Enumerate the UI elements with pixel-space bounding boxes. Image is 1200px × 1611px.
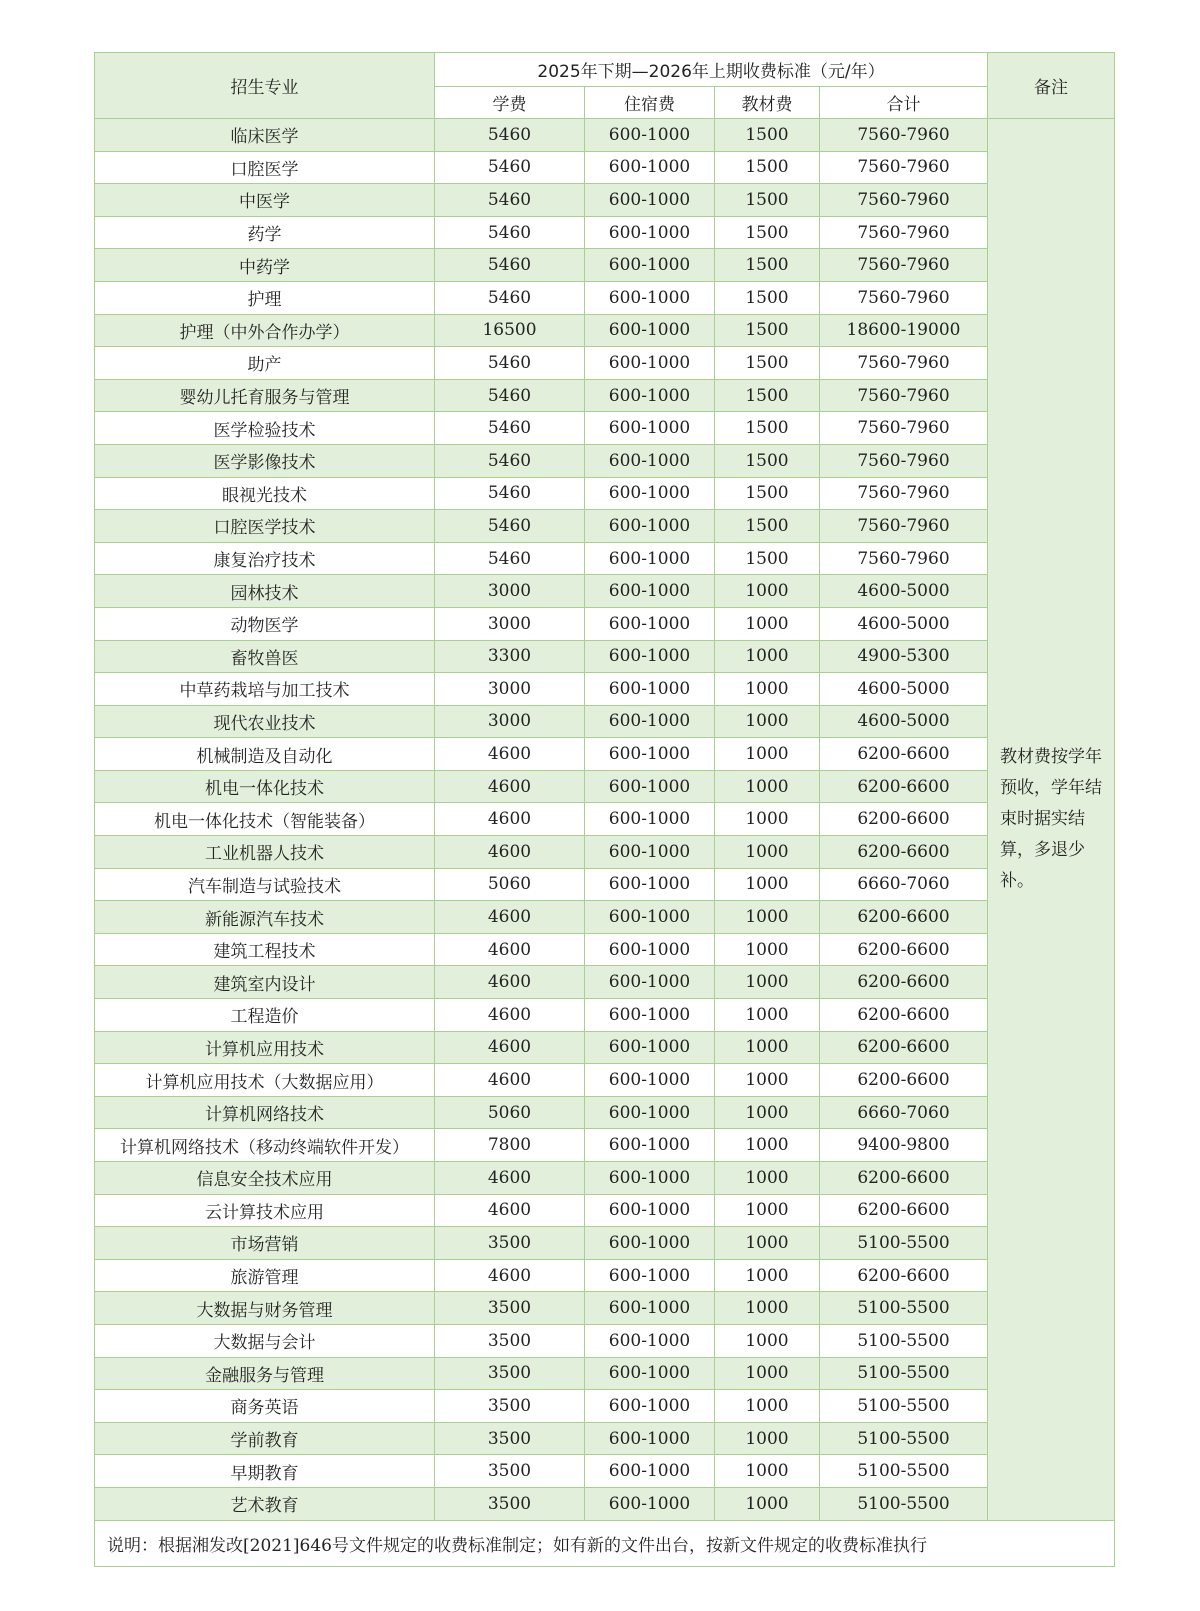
table-row — [95, 868, 1115, 901]
books-cell: 1000 — [715, 738, 820, 771]
tuition-cell: 4600 — [435, 1259, 585, 1292]
books-cell: 1000 — [715, 1357, 820, 1390]
major-cell: 市场营销 — [95, 1227, 435, 1260]
tuition-cell: 5460 — [435, 281, 585, 314]
major-cell: 医学检验技术 — [95, 412, 435, 445]
lodging-cell: 600-1000 — [585, 575, 715, 608]
total-cell: 18600-19000 — [820, 314, 988, 347]
period-title: 2025年下期—2026年上期收费标准（元/年） — [435, 53, 988, 87]
total-cell: 6200-6600 — [820, 901, 988, 934]
tuition-cell: 5460 — [435, 184, 585, 217]
lodging-cell: 600-1000 — [585, 868, 715, 901]
lodging-cell: 600-1000 — [585, 1031, 715, 1064]
lodging-cell: 600-1000 — [585, 444, 715, 477]
lodging-cell: 600-1000 — [585, 1162, 715, 1195]
tuition-cell: 5460 — [435, 151, 585, 184]
tuition-cell: 3500 — [435, 1487, 585, 1520]
table-row — [95, 151, 1115, 184]
lodging-cell: 600-1000 — [585, 1292, 715, 1325]
tuition-cell: 5060 — [435, 868, 585, 901]
major-cell: 工程造价 — [95, 999, 435, 1032]
lodging-cell: 600-1000 — [585, 216, 715, 249]
books-cell: 1000 — [715, 868, 820, 901]
table-row — [95, 119, 1115, 152]
books-cell: 1500 — [715, 412, 820, 445]
lodging-cell: 600-1000 — [585, 1194, 715, 1227]
major-cell: 计算机应用技术（大数据应用） — [95, 1064, 435, 1097]
major-cell: 建筑室内设计 — [95, 966, 435, 999]
total-cell: 6200-6600 — [820, 966, 988, 999]
books-cell: 1500 — [715, 216, 820, 249]
table-row — [95, 1357, 1115, 1390]
total-cell: 7560-7960 — [820, 510, 988, 543]
books-cell: 1500 — [715, 184, 820, 217]
lodging-cell: 600-1000 — [585, 151, 715, 184]
major-column-header: 招生专业 — [95, 53, 435, 119]
table-row — [95, 510, 1115, 543]
lodging-cell: 600-1000 — [585, 901, 715, 934]
tuition-cell: 4600 — [435, 901, 585, 934]
total-cell: 5100-5500 — [820, 1227, 988, 1260]
lodging-cell: 600-1000 — [585, 1096, 715, 1129]
total-cell: 5100-5500 — [820, 1292, 988, 1325]
major-cell: 助产 — [95, 347, 435, 380]
tuition-cell: 5060 — [435, 1096, 585, 1129]
lodging-cell: 600-1000 — [585, 1064, 715, 1097]
tuition-cell: 5460 — [435, 379, 585, 412]
total-cell: 6200-6600 — [820, 836, 988, 869]
total-cell: 4600-5000 — [820, 575, 988, 608]
table-row — [95, 444, 1115, 477]
total-cell: 6200-6600 — [820, 933, 988, 966]
lodging-cell: 600-1000 — [585, 412, 715, 445]
lodging-cell: 600-1000 — [585, 281, 715, 314]
books-cell: 1500 — [715, 510, 820, 543]
tuition-cell: 3500 — [435, 1292, 585, 1325]
table-row — [95, 1422, 1115, 1455]
table-row — [95, 1259, 1115, 1292]
table-row — [95, 836, 1115, 869]
books-cell: 1500 — [715, 347, 820, 380]
lodging-cell: 600-1000 — [585, 1324, 715, 1357]
table-row — [95, 1324, 1115, 1357]
table-row — [95, 1292, 1115, 1325]
books-cell: 1500 — [715, 477, 820, 510]
total-cell: 7560-7960 — [820, 412, 988, 445]
tuition-cell: 5460 — [435, 542, 585, 575]
table-row — [95, 249, 1115, 282]
tuition-cell: 3500 — [435, 1455, 585, 1488]
major-cell: 汽车制造与试验技术 — [95, 868, 435, 901]
tuition-cell: 5460 — [435, 347, 585, 380]
books-cell: 1000 — [715, 1064, 820, 1097]
total-cell: 7560-7960 — [820, 249, 988, 282]
books-cell: 1000 — [715, 966, 820, 999]
table-row — [95, 347, 1115, 380]
lodging-cell: 600-1000 — [585, 1227, 715, 1260]
total-cell: 6200-6600 — [820, 738, 988, 771]
major-cell: 学前教育 — [95, 1422, 435, 1455]
books-cell: 1000 — [715, 933, 820, 966]
lodging-cell: 600-1000 — [585, 705, 715, 738]
table-row — [95, 999, 1115, 1032]
fee-standard-table — [94, 52, 1115, 1567]
total-cell: 4600-5000 — [820, 673, 988, 706]
books-cell: 1000 — [715, 1390, 820, 1423]
books-cell: 1000 — [715, 999, 820, 1032]
table-row — [95, 933, 1115, 966]
major-cell: 金融服务与管理 — [95, 1357, 435, 1390]
total-cell: 6660-7060 — [820, 868, 988, 901]
major-cell: 机械制造及自动化 — [95, 738, 435, 771]
table-row — [95, 1487, 1115, 1520]
remark-column-header: 备注 — [988, 53, 1115, 119]
tuition-cell: 4600 — [435, 803, 585, 836]
books-cell: 1500 — [715, 119, 820, 152]
total-cell: 5100-5500 — [820, 1390, 988, 1423]
major-cell: 机电一体化技术（智能装备） — [95, 803, 435, 836]
table-row — [95, 673, 1115, 706]
total-cell: 6200-6600 — [820, 1194, 988, 1227]
lodging-cell: 600-1000 — [585, 1422, 715, 1455]
table-row — [95, 1031, 1115, 1064]
major-cell: 机电一体化技术 — [95, 770, 435, 803]
table-row — [95, 640, 1115, 673]
books-cell: 1000 — [715, 1487, 820, 1520]
table-row — [95, 477, 1115, 510]
books-cell: 1000 — [715, 1031, 820, 1064]
major-cell: 旅游管理 — [95, 1259, 435, 1292]
books-cell: 1000 — [715, 1162, 820, 1195]
books-cell: 1000 — [715, 836, 820, 869]
total-cell: 7560-7960 — [820, 444, 988, 477]
lodging-cell: 600-1000 — [585, 510, 715, 543]
major-cell: 中医学 — [95, 184, 435, 217]
lodging-cell: 600-1000 — [585, 607, 715, 640]
books-cell: 1000 — [715, 1422, 820, 1455]
major-cell: 工业机器人技术 — [95, 836, 435, 869]
table-row — [95, 966, 1115, 999]
lodging-cell: 600-1000 — [585, 1259, 715, 1292]
books-cell: 1000 — [715, 1259, 820, 1292]
books-cell: 1500 — [715, 151, 820, 184]
fee-table-body — [95, 119, 1115, 1521]
major-cell: 康复治疗技术 — [95, 542, 435, 575]
total-cell: 7560-7960 — [820, 281, 988, 314]
major-cell: 临床医学 — [95, 119, 435, 152]
major-cell: 护理 — [95, 281, 435, 314]
lodging-cell: 600-1000 — [585, 379, 715, 412]
tuition-cell: 4600 — [435, 933, 585, 966]
total-cell: 7560-7960 — [820, 151, 988, 184]
tuition-cell: 4600 — [435, 1031, 585, 1064]
total-cell: 4600-5000 — [820, 607, 988, 640]
lodging-cell: 600-1000 — [585, 314, 715, 347]
major-cell: 商务英语 — [95, 1390, 435, 1423]
table-row — [95, 216, 1115, 249]
table-row — [95, 738, 1115, 771]
table-row — [95, 1162, 1115, 1195]
lodging-cell: 600-1000 — [585, 966, 715, 999]
lodging-cell: 600-1000 — [585, 738, 715, 771]
total-cell: 6200-6600 — [820, 1031, 988, 1064]
total-cell: 5100-5500 — [820, 1455, 988, 1488]
books-cell: 1500 — [715, 249, 820, 282]
total-cell: 7560-7960 — [820, 542, 988, 575]
books-cell: 1000 — [715, 1096, 820, 1129]
books-cell: 1000 — [715, 901, 820, 934]
major-cell: 护理（中外合作办学） — [95, 314, 435, 347]
books-cell: 1500 — [715, 379, 820, 412]
major-cell: 现代农业技术 — [95, 705, 435, 738]
tuition-cell: 4600 — [435, 738, 585, 771]
lodging-cell: 600-1000 — [585, 999, 715, 1032]
major-cell: 眼视光技术 — [95, 477, 435, 510]
books-cell: 1500 — [715, 444, 820, 477]
major-cell: 畜牧兽医 — [95, 640, 435, 673]
lodging-cell: 600-1000 — [585, 1390, 715, 1423]
tuition-cell: 5460 — [435, 249, 585, 282]
table-row — [95, 607, 1115, 640]
books-cell: 1000 — [715, 1292, 820, 1325]
tuition-cell: 16500 — [435, 314, 585, 347]
tuition-cell: 3000 — [435, 705, 585, 738]
books-cell: 1000 — [715, 705, 820, 738]
major-cell: 新能源汽车技术 — [95, 901, 435, 934]
total-cell: 6200-6600 — [820, 1259, 988, 1292]
total-cell: 5100-5500 — [820, 1422, 988, 1455]
table-row — [95, 412, 1115, 445]
books-cell: 1500 — [715, 281, 820, 314]
table-row — [95, 803, 1115, 836]
major-cell: 大数据与财务管理 — [95, 1292, 435, 1325]
books-cell: 1000 — [715, 1129, 820, 1162]
tuition-cell: 5460 — [435, 510, 585, 543]
major-cell: 口腔医学技术 — [95, 510, 435, 543]
books-cell: 1000 — [715, 770, 820, 803]
table-row — [95, 901, 1115, 934]
major-cell: 建筑工程技术 — [95, 933, 435, 966]
tuition-cell: 4600 — [435, 1162, 585, 1195]
major-cell: 园林技术 — [95, 575, 435, 608]
books-cell: 1000 — [715, 640, 820, 673]
lodging-cell: 600-1000 — [585, 803, 715, 836]
table-row — [95, 705, 1115, 738]
total-cell: 7560-7960 — [820, 477, 988, 510]
table-row — [95, 184, 1115, 217]
tuition-cell: 4600 — [435, 1194, 585, 1227]
total-cell: 6200-6600 — [820, 999, 988, 1032]
tuition-cell: 3000 — [435, 673, 585, 706]
books-cell: 1000 — [715, 575, 820, 608]
table-row — [95, 575, 1115, 608]
tuition-cell: 3500 — [435, 1227, 585, 1260]
lodging-cell: 600-1000 — [585, 347, 715, 380]
lodging-cell: 600-1000 — [585, 249, 715, 282]
total-cell: 7560-7960 — [820, 379, 988, 412]
major-cell: 中药学 — [95, 249, 435, 282]
tuition-cell: 5460 — [435, 444, 585, 477]
tuition-cell: 5460 — [435, 477, 585, 510]
table-row — [95, 1064, 1115, 1097]
lodging-cell: 600-1000 — [585, 184, 715, 217]
tuition-cell: 3000 — [435, 607, 585, 640]
tuition-cell: 3500 — [435, 1357, 585, 1390]
books-cell: 1000 — [715, 1455, 820, 1488]
books-cell: 1000 — [715, 1194, 820, 1227]
books-cell: 1500 — [715, 314, 820, 347]
lodging-cell: 600-1000 — [585, 640, 715, 673]
major-cell: 艺术教育 — [95, 1487, 435, 1520]
tuition-column-header: 学费 — [435, 87, 585, 119]
table-row — [95, 1194, 1115, 1227]
table-row — [95, 542, 1115, 575]
books-cell: 1500 — [715, 542, 820, 575]
total-cell: 5100-5500 — [820, 1487, 988, 1520]
lodging-cell: 600-1000 — [585, 477, 715, 510]
major-cell: 药学 — [95, 216, 435, 249]
major-cell: 医学影像技术 — [95, 444, 435, 477]
major-cell: 婴幼儿托育服务与管理 — [95, 379, 435, 412]
total-cell: 7560-7960 — [820, 216, 988, 249]
table-row — [95, 379, 1115, 412]
tuition-cell: 3000 — [435, 575, 585, 608]
lodging-cell: 600-1000 — [585, 1455, 715, 1488]
major-cell: 早期教育 — [95, 1455, 435, 1488]
total-cell: 7560-7960 — [820, 119, 988, 152]
table-row — [95, 1390, 1115, 1423]
major-cell: 计算机应用技术 — [95, 1031, 435, 1064]
total-cell: 5100-5500 — [820, 1324, 988, 1357]
major-cell: 中草药栽培与加工技术 — [95, 673, 435, 706]
lodging-cell: 600-1000 — [585, 770, 715, 803]
total-cell: 9400-9800 — [820, 1129, 988, 1162]
major-cell: 云计算技术应用 — [95, 1194, 435, 1227]
tuition-cell: 3500 — [435, 1422, 585, 1455]
table-row — [95, 770, 1115, 803]
tuition-cell: 5460 — [435, 119, 585, 152]
total-cell: 4900-5300 — [820, 640, 988, 673]
tuition-cell: 5460 — [435, 412, 585, 445]
major-cell: 口腔医学 — [95, 151, 435, 184]
table-row — [95, 1455, 1115, 1488]
table-row — [95, 314, 1115, 347]
tuition-cell: 3300 — [435, 640, 585, 673]
major-cell: 动物医学 — [95, 607, 435, 640]
major-cell: 计算机网络技术（移动终端软件开发） — [95, 1129, 435, 1162]
lodging-cell: 600-1000 — [585, 1487, 715, 1520]
books-cell: 1000 — [715, 607, 820, 640]
total-cell: 6200-6600 — [820, 1162, 988, 1195]
total-column-header: 合计 — [820, 87, 988, 119]
total-cell: 6660-7060 — [820, 1096, 988, 1129]
total-cell: 7560-7960 — [820, 347, 988, 380]
books-cell: 1000 — [715, 803, 820, 836]
tuition-cell: 4600 — [435, 770, 585, 803]
lodging-cell: 600-1000 — [585, 1357, 715, 1390]
tuition-cell: 5460 — [435, 216, 585, 249]
tuition-cell: 4600 — [435, 966, 585, 999]
lodging-cell: 600-1000 — [585, 542, 715, 575]
major-cell: 大数据与会计 — [95, 1324, 435, 1357]
books-cell: 1000 — [715, 673, 820, 706]
total-cell: 5100-5500 — [820, 1357, 988, 1390]
books-cell: 1000 — [715, 1227, 820, 1260]
table-row — [95, 1129, 1115, 1162]
lodging-cell: 600-1000 — [585, 933, 715, 966]
table-row — [95, 1096, 1115, 1129]
major-cell: 信息安全技术应用 — [95, 1162, 435, 1195]
total-cell: 4600-5000 — [820, 705, 988, 738]
books-column-header: 教材费 — [715, 87, 820, 119]
tuition-cell: 3500 — [435, 1324, 585, 1357]
total-cell: 7560-7960 — [820, 184, 988, 217]
books-cell: 1000 — [715, 1324, 820, 1357]
total-cell: 6200-6600 — [820, 1064, 988, 1097]
total-cell: 6200-6600 — [820, 803, 988, 836]
lodging-cell: 600-1000 — [585, 1129, 715, 1162]
table-row — [95, 1227, 1115, 1260]
tuition-cell: 4600 — [435, 1064, 585, 1097]
lodging-cell: 600-1000 — [585, 119, 715, 152]
major-cell: 计算机网络技术 — [95, 1096, 435, 1129]
tuition-cell: 3500 — [435, 1390, 585, 1423]
tuition-cell: 4600 — [435, 999, 585, 1032]
lodging-cell: 600-1000 — [585, 836, 715, 869]
lodging-column-header: 住宿费 — [585, 87, 715, 119]
footnote: 说明：根据湘发改[2021]646号文件规定的收费标准制定；如有新的文件出台，按新文件规定的收费标准执行 — [95, 1520, 1115, 1566]
table-row — [95, 281, 1115, 314]
tuition-cell: 4600 — [435, 836, 585, 869]
remark-cell: 教材费按学年预收，学年结束时据实结算，多退少补。 — [988, 119, 1115, 1521]
lodging-cell: 600-1000 — [585, 673, 715, 706]
total-cell: 6200-6600 — [820, 770, 988, 803]
tuition-cell: 7800 — [435, 1129, 585, 1162]
